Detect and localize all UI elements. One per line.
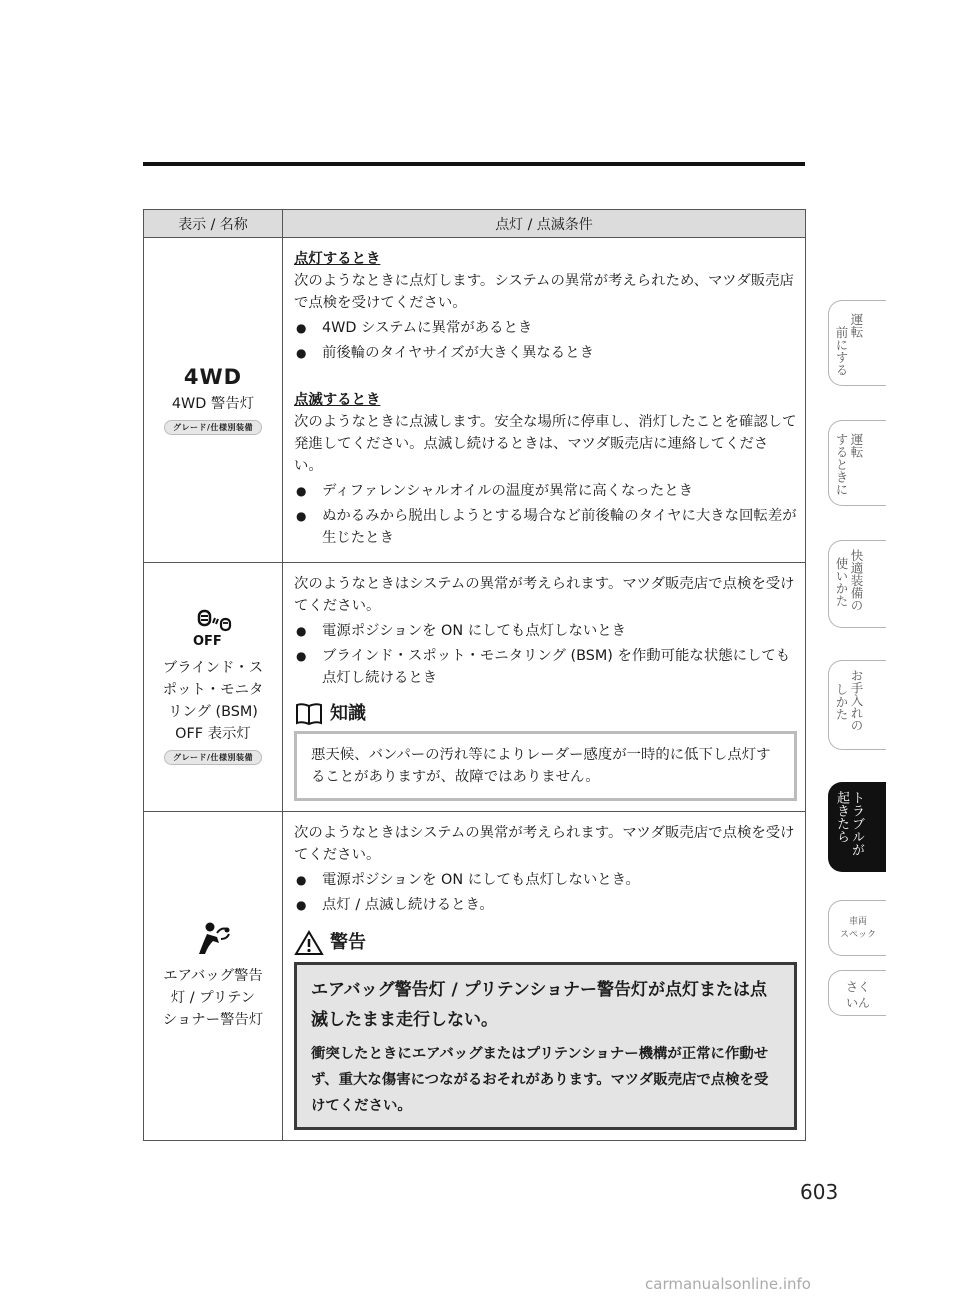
watermark: carmanualsonline.info bbox=[645, 1275, 811, 1293]
tab-before-driving[interactable]: 運転 前にする bbox=[828, 300, 886, 386]
bsm-name-line: OFF 表示灯 bbox=[175, 726, 251, 742]
tab-specifications[interactable]: 車両 スペック bbox=[828, 900, 886, 956]
bsm-name-line: リング (BSM) bbox=[168, 704, 258, 720]
airbag-list bbox=[294, 869, 797, 916]
list-item: ● ぬかるみから脱出しようとする場合など前後輪のタイヤに大きな回転差が生じたとき bbox=[294, 505, 797, 549]
airbag-name-line: ショナー警告灯 bbox=[162, 1012, 264, 1028]
lit-list bbox=[294, 317, 797, 364]
page-number: 603 bbox=[800, 1180, 839, 1204]
tab-comfort-equipment[interactable]: 快適装備の 使いかた bbox=[828, 540, 886, 628]
list-item: ● 電源ポジションを ON にしても点灯しないとき。 bbox=[294, 869, 797, 891]
grade-badge: グレード/仕様別装備 bbox=[164, 750, 262, 765]
list-item: ● ブラインド・スポット・モニタリング (BSM) を作動可能な状態にしても点灯し続けるとき bbox=[294, 645, 797, 689]
bsm-text: 次のようなときはシステムの異常が考えられます。マツダ販売店で点検を受けてください。 bbox=[294, 576, 795, 614]
list-item: ● 点灯 / 点滅し続けるとき。 bbox=[294, 894, 797, 916]
blink-list bbox=[294, 480, 797, 549]
note-box: 悪天候、バンパーの汚れ等によりレーダー感度が一時的に低下し点灯することがありますが、故障ではありません。 bbox=[294, 731, 797, 801]
note-title: 知識 bbox=[330, 703, 366, 724]
list-item: ● 前後輪のタイヤサイズが大きく異なるとき bbox=[294, 342, 797, 364]
4wd-indicator-icon: 4WD bbox=[183, 365, 243, 389]
blink-text: 次のようなときに点滅します。安全な場所に停車し、消灯したことを確認して発進してください。点滅し続けるときは、マツダ販売店に連絡してください。 bbox=[294, 414, 797, 474]
top-rule bbox=[143, 162, 805, 166]
warning-detail-text: 衝突したときにエアバッグまたはプリテンショナー機構が正常に作動せず、重大な傷害につながるおそれがあります。マツダ販売店で点検を受けてください。 bbox=[311, 1046, 769, 1114]
warning-title: 警告 bbox=[330, 932, 366, 953]
warning-triangle-icon bbox=[294, 930, 324, 956]
list-item: ● 電源ポジションを ON にしても点灯しないとき bbox=[294, 620, 797, 642]
warning-box bbox=[294, 962, 797, 1130]
bsm-off-icon bbox=[191, 609, 235, 649]
book-icon bbox=[294, 701, 324, 727]
note-heading bbox=[294, 701, 797, 727]
header-conditions: 点灯 / 点滅条件 bbox=[283, 210, 806, 238]
table-row bbox=[144, 238, 806, 563]
tab-index[interactable]: さく いん bbox=[828, 970, 886, 1016]
4wd-warning-name: 4WD 警告灯 bbox=[171, 396, 255, 412]
row-bsm-label-cell bbox=[144, 563, 283, 812]
airbag-name-line: 灯 / プリテン bbox=[170, 990, 256, 1006]
list-item: ● 4WD システムに異常があるとき bbox=[294, 317, 797, 339]
row-4wd-label-cell bbox=[144, 238, 283, 563]
bsm-name-line: ブラインド・ス bbox=[162, 660, 264, 676]
svg-text:OFF: OFF bbox=[193, 634, 222, 649]
lit-heading: 点灯するとき bbox=[294, 251, 381, 267]
tab-maintenance[interactable]: お手入れの しかた bbox=[828, 660, 886, 750]
airbag-text: 次のようなときはシステムの異常が考えられます。マツダ販売店で点検を受けてください。 bbox=[294, 825, 795, 863]
bsm-name-line: ポット・モニタ bbox=[162, 682, 264, 698]
row-airbag-label-cell bbox=[144, 812, 283, 1141]
tab-while-driving[interactable]: 運転 するときに bbox=[828, 420, 886, 506]
airbag-name-line: エアバッグ警告 bbox=[163, 968, 263, 984]
blink-heading: 点滅するとき bbox=[294, 392, 381, 408]
tab-troubleshooting[interactable]: トラブルが 起きたら bbox=[828, 782, 886, 872]
list-item: ● ディファレンシャルオイルの温度が異常に高くなったとき bbox=[294, 480, 797, 502]
table-header-row bbox=[144, 210, 806, 238]
table-row bbox=[144, 812, 806, 1141]
row-bsm-conditions bbox=[283, 563, 806, 812]
warning-light-table bbox=[143, 209, 806, 1141]
airbag-icon bbox=[193, 921, 233, 957]
warning-heading bbox=[294, 930, 797, 956]
grade-badge: グレード/仕様別装備 bbox=[164, 420, 262, 435]
bsm-list bbox=[294, 620, 797, 689]
warning-bold-text: エアバッグ警告灯 / プリテンショナー警告灯が点灯または点滅したまま走行しない。 bbox=[311, 980, 768, 1030]
lit-text: 次のようなときに点灯します。システムの異常が考えられため、マツダ販売店で点検を受けてください。 bbox=[294, 273, 794, 311]
header-display-name: 表示 / 名称 bbox=[144, 210, 283, 238]
table-row bbox=[144, 563, 806, 812]
row-4wd-conditions bbox=[283, 238, 806, 563]
row-airbag-conditions bbox=[283, 812, 806, 1141]
